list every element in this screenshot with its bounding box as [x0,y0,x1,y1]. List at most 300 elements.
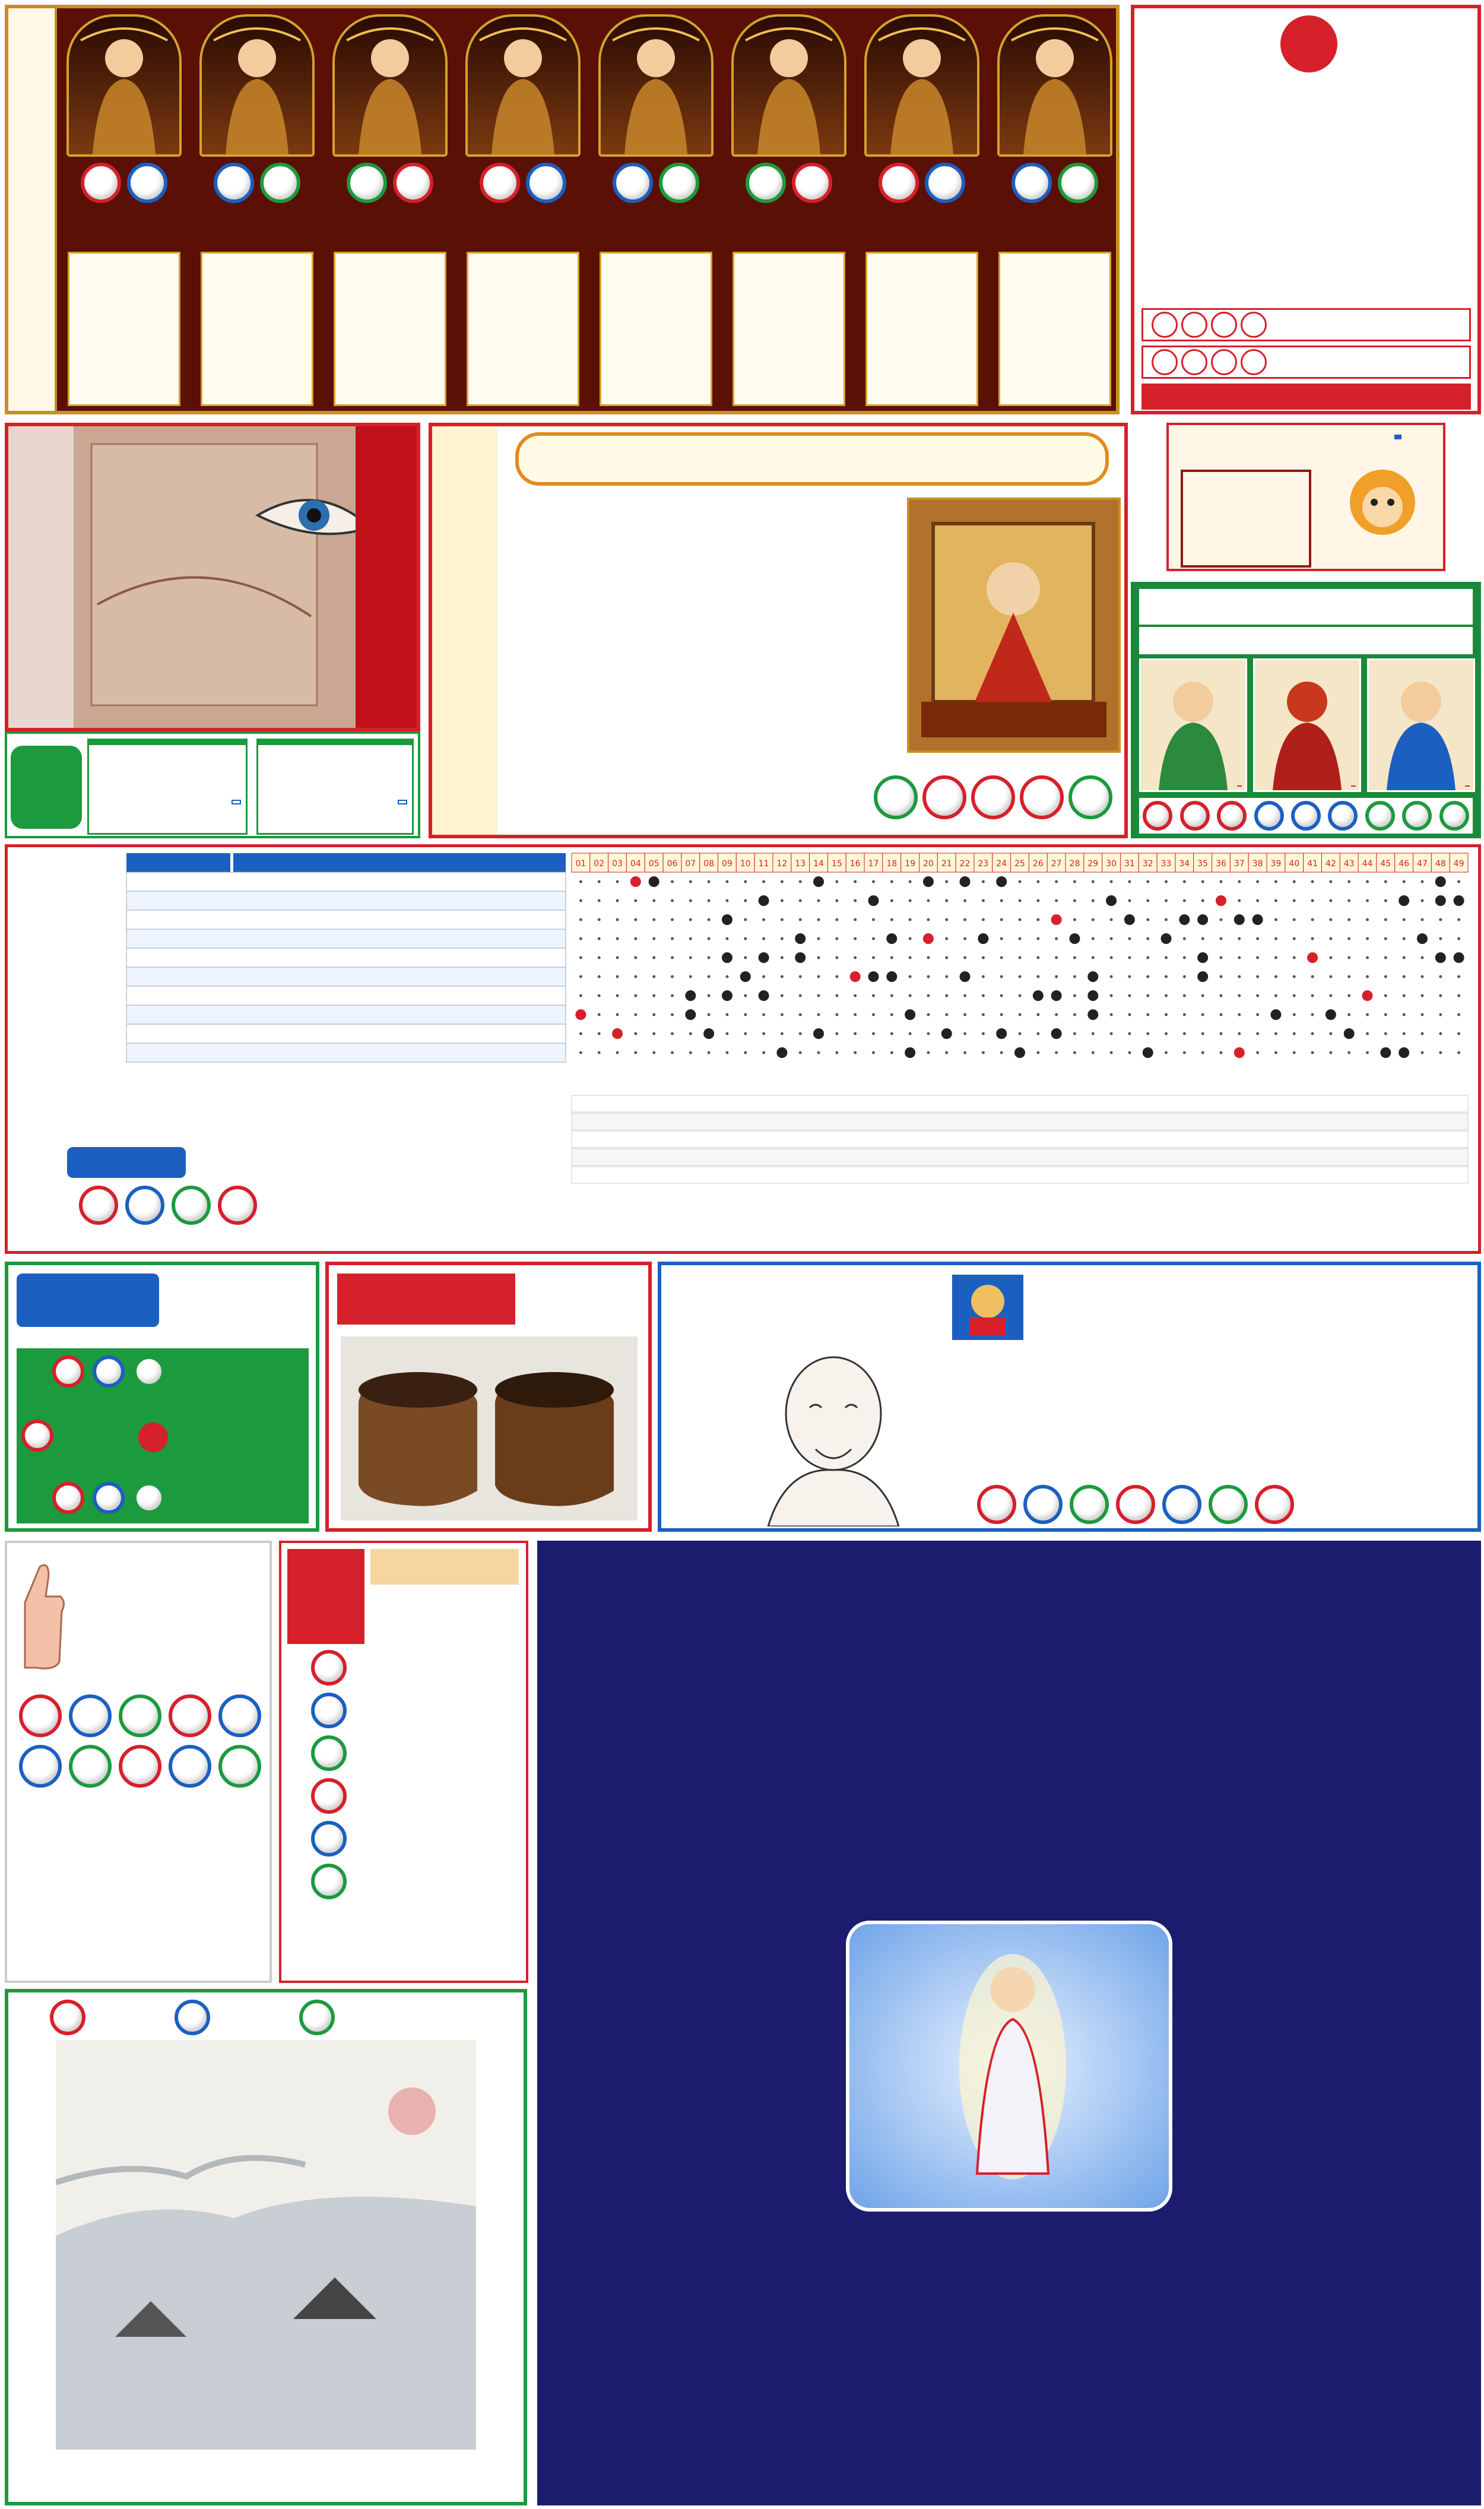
number-ball [1217,801,1247,831]
thumbs-up-icon [13,1555,66,1674]
grid-dot [1000,975,1003,978]
grid-dot [1293,994,1296,997]
grid-dot [634,1051,637,1054]
grid-dot [854,918,857,921]
hit-marker [630,876,641,887]
lot-title [287,1549,364,1644]
grid-dot [799,994,802,997]
fortune-row-5 [1141,346,1471,379]
grid-dot [634,899,637,902]
grid-dot [1403,937,1406,940]
grid-dot [1110,1013,1113,1016]
grid-dot [1146,956,1149,959]
hit-marker [1234,1047,1245,1058]
number-ball [613,163,653,203]
number-ball [311,1864,347,1899]
grid-dot [909,937,912,940]
grid-dot [598,918,601,921]
grid-dot [1311,1051,1314,1054]
hit-marker [722,990,733,1001]
number-ball [175,2000,210,2035]
grid-dot [835,1051,838,1054]
treasure-top [50,2000,477,2035]
grid-dot [1366,918,1369,921]
grid-dot [1165,899,1168,902]
hit-marker [868,971,879,982]
grid-dot [1403,918,1406,921]
trend-table-section [5,844,1481,1254]
code-number [1152,349,1178,375]
grid-dot [1347,937,1350,940]
shrine-illustration [909,500,1118,750]
lot-banner [370,1549,519,1585]
grid-dot [652,994,655,997]
soccer-match-2 [256,739,414,835]
number-ball [879,163,919,203]
number-ball [133,1482,165,1514]
table-row [126,948,566,967]
grid-dot [1366,1032,1369,1035]
table-row [126,910,566,929]
grid-dot [579,1051,582,1054]
grid-dot [927,1051,930,1054]
grid-dot [927,1032,930,1035]
hit-marker [1087,1009,1098,1020]
grid-dot [872,880,875,883]
grid-dot [1457,1013,1460,1016]
number-ball [922,775,966,819]
grid-dot [1000,937,1003,940]
grid-dot [1128,1032,1131,1035]
summary-row [572,1131,1468,1148]
fortune-row-3 [1141,308,1471,341]
grid-dot [817,956,820,959]
grid-dot [872,1013,875,1016]
hit-marker [1051,990,1062,1001]
immortal-figure [867,17,977,154]
grid-dot [781,1013,784,1016]
grid-dot [634,1032,637,1035]
grid-dot [1019,1032,1022,1035]
grid-dot [1457,880,1460,883]
grid-dot [1293,956,1296,959]
hit-marker [996,876,1007,887]
number-ball [93,1482,125,1514]
grid-dot [744,1051,747,1054]
grid-header-number: 39 [1270,859,1282,869]
grid-dot [1256,1013,1259,1016]
grid-dot [725,1013,728,1016]
grid-dot [1293,1051,1296,1054]
number-ball [172,1186,211,1225]
grid-dot [835,956,838,959]
grid-dot [1403,880,1406,883]
grid-dot [945,899,948,902]
grid-dot [781,1032,784,1035]
hit-marker [1179,914,1190,925]
hit-marker [1069,933,1080,944]
summary-row [572,1167,1468,1183]
number-ball [311,1821,347,1857]
number-ball [119,1694,161,1737]
grid-dot [1110,975,1113,978]
grid-header-number: 20 [923,859,934,869]
grid-dot [781,918,784,921]
tema-top-numbers [52,1355,165,1387]
grid-dot [1219,1013,1222,1016]
code-number [1241,312,1267,338]
number-ball [1143,801,1172,831]
grid-dot [1000,1013,1003,1016]
grid-dot [963,1051,966,1054]
grid-dot [1219,1051,1222,1054]
hit-marker [685,990,696,1001]
hit-marker [649,876,659,887]
grid-dot [1055,880,1058,883]
hit-marker [759,990,769,1001]
grid-header-number: 15 [831,859,842,869]
immortal-poem [600,252,712,406]
grid-dot [1165,956,1168,959]
grid-dot [616,994,619,997]
grid-dot [762,880,765,883]
grid-dot [634,918,637,921]
grid-dot [1110,937,1113,940]
hit-marker [960,876,971,887]
grid-dot [1219,975,1222,978]
immortal-panel [860,14,984,412]
table-row [126,967,566,986]
grid-header-number: 05 [648,859,659,869]
verse-text [1227,1402,1352,1442]
grid-header-number: 37 [1234,859,1245,869]
grid-dot [1311,937,1314,940]
grid-header-number: 08 [703,859,715,869]
grid-dot [708,956,711,959]
number-ball [659,163,699,203]
grid-dot [1366,1051,1369,1054]
grid-dot [1036,1032,1039,1035]
fortune-header [1134,8,1477,80]
grid-dot [1347,918,1350,921]
grid-header-number: 47 [1417,859,1428,869]
hit-marker [1454,895,1464,906]
immortal-portrait [465,14,581,157]
table-row [126,891,566,910]
grid-dot [725,975,728,978]
number-ball [1068,775,1112,819]
grid-dot [1457,1032,1460,1035]
grid-dot [652,1032,655,1035]
grid-dot [1420,975,1423,978]
hit-marker [1087,990,1098,1001]
grid-dot [1420,1051,1423,1054]
immortal-numbers [860,163,984,203]
grid-dot [945,1013,948,1016]
grid-dot [1311,918,1314,921]
grid-dot [890,1013,893,1016]
grid-dot [835,937,838,940]
grid-dot [854,880,857,883]
grid-dot [1055,1013,1058,1016]
grid-header-number: 29 [1087,859,1099,869]
grid-dot [689,1051,692,1054]
grid-dot [890,1032,893,1035]
grid-dot [744,1032,747,1035]
hit-marker [722,914,733,925]
table-row [126,1024,566,1043]
grid-dot [598,975,601,978]
grid-dot [835,1032,838,1035]
grid-dot [1256,956,1259,959]
grid-dot [945,918,948,921]
grid-dot [598,1051,601,1054]
grid-dot [799,1013,802,1016]
grid-dot [1219,918,1222,921]
hit-marker [813,1028,824,1039]
grid-dot [1457,918,1460,921]
hit-marker [1307,952,1318,963]
grid-dot [781,880,784,883]
immortal-numbers [727,163,851,203]
grid-dot [1146,994,1149,997]
grid-dot [854,994,857,997]
grid-dot [762,1051,765,1054]
grid-dot [1293,937,1296,940]
hit-marker [1106,895,1117,906]
grid-dot [982,918,985,921]
grid-dot [1366,1013,1369,1016]
grid-dot [890,956,893,959]
grid-dot [927,956,930,959]
grid-dot [982,1032,985,1035]
grid-header-number: 27 [1051,859,1062,869]
grid-dot [1092,918,1095,921]
grid-dot [1036,880,1039,883]
verse-text [1227,1445,1352,1485]
grid-header-number: 30 [1106,859,1117,869]
grid-dot [1183,956,1186,959]
grid-dot [1092,880,1095,883]
grid-dot [579,899,582,902]
grid-dot [616,956,619,959]
grid-header-number: 48 [1435,859,1446,869]
hit-marker [1014,1047,1025,1058]
grid-dot [1420,1032,1423,1035]
hit-marker [759,952,769,963]
hit-marker [722,952,733,963]
grid-header-number: 33 [1160,859,1172,869]
grid-dot [1439,994,1442,997]
grid-dot [598,956,601,959]
grid-header-number: 36 [1216,859,1226,869]
grid-dot [945,994,948,997]
grid-dot [835,880,838,883]
grid-dot [598,994,601,997]
grid-dot [1329,880,1332,883]
number-ball [260,163,300,203]
grid-header-number: 38 [1252,859,1263,869]
immortal-poem [334,252,446,406]
hit-marker [795,933,806,944]
grid-dot [817,975,820,978]
number-ball [792,163,832,203]
immortal-panel [992,14,1117,412]
grid-dot [744,918,747,921]
grid-dot [1110,994,1113,997]
number-ball [125,1186,164,1225]
grid-dot [1256,975,1259,978]
grid-dot [1183,1032,1186,1035]
number-ball [1058,163,1098,203]
grid-dot [1165,880,1168,883]
table-row [126,1005,566,1024]
tema-bottom-numbers [52,1482,165,1514]
grid-dot [1055,956,1058,959]
shrine-image [907,498,1121,753]
grid-dot [1201,1051,1204,1054]
grid-dot [1128,1013,1131,1016]
grid-dot [652,1013,655,1016]
code-number [1241,349,1267,375]
grid-dot [762,1013,765,1016]
hit-marker [960,971,971,982]
grid-dot [1146,880,1149,883]
hit-marker [575,1009,586,1020]
grid-dot [817,1051,820,1054]
grid-dot [1036,1051,1039,1054]
immortal-portrait [332,14,448,157]
immortal-numbers [992,163,1117,203]
grid-dot [927,1013,930,1016]
smart-combo-section [5,1541,272,1983]
immortal-panel [594,14,718,412]
buddha-icon [952,1275,1023,1340]
article-signature-numbers [869,775,1112,819]
grid-header-number: 18 [886,859,898,869]
number-ball [52,1482,84,1514]
grid-dot [1420,956,1423,959]
grid-header-number: 07 [685,859,696,869]
grid-header-number: 41 [1307,859,1318,869]
grid-dot [1420,994,1423,997]
number-ball [1365,801,1395,831]
zen-numbers [970,1485,1294,1524]
grid-dot [1256,880,1259,883]
grid-dot [671,918,674,921]
grid-dot [927,918,930,921]
grid-header-number: 12 [776,859,788,869]
three-brothers-section [1131,582,1481,838]
immortal-panel [461,14,585,412]
grid-dot [1165,975,1168,978]
grid-dot [1347,1051,1350,1054]
grid-header-number: 21 [941,859,952,869]
number-ball [299,2000,335,2035]
grid-dot [1238,1013,1241,1016]
grid-header-number: 40 [1289,859,1300,869]
grid-dot [963,1013,966,1016]
monkey-badge [1394,435,1401,439]
grid-dot [725,1051,728,1054]
brother-portrait [1367,658,1475,792]
grid-dot [817,1013,820,1016]
hit-marker [1197,914,1208,925]
grid-dot [1055,937,1058,940]
summary-row [572,1149,1468,1165]
number-ball [79,1186,118,1225]
warrior-figure [1255,660,1359,790]
grid-dot [1073,918,1076,921]
immortal-numbers [62,163,186,203]
tema-center [138,1423,168,1452]
number-ball [1439,801,1469,831]
grid-dot [854,956,857,959]
grid-dot [1128,975,1131,978]
grid-dot [1183,994,1186,997]
number-ball [971,775,1015,819]
grid-dot [909,994,912,997]
grid-dot [872,1032,875,1035]
grid-dot [781,975,784,978]
grid-dot [616,1051,619,1054]
grid-dot [1293,1032,1296,1035]
hit-marker [978,933,988,944]
grid-dot [854,937,857,940]
grid-dot [1183,937,1186,940]
grid-header-number: 35 [1197,859,1209,869]
grid-dot [1256,899,1259,902]
verse-text [1356,1402,1481,1442]
number-ball [169,1745,211,1788]
grid-dot [1403,956,1406,959]
hit-marker [905,1009,915,1020]
verse-text [1356,1445,1481,1485]
grid-dot [1457,937,1460,940]
grid-dot [1201,937,1204,940]
grid-dot [1238,880,1241,883]
hit-marker [795,952,806,963]
grid-dot [671,899,674,902]
grid-dot [1165,1051,1168,1054]
grid-dot [1128,937,1131,940]
grid-dot [1110,918,1113,921]
grid-dot [1000,899,1003,902]
guanyin-center [846,1921,1172,2212]
grid-dot [1128,899,1131,902]
grid-dot [1293,975,1296,978]
grid-dot [762,937,765,940]
immortal-portrait [598,14,714,157]
grid-dot [1403,1013,1406,1016]
grid-dot [1055,1051,1058,1054]
grid-dot [1366,975,1369,978]
number-ball [19,1694,62,1737]
grid-header-number: 49 [1453,859,1464,869]
immortal-numbers [594,163,718,203]
grid-dot [1036,975,1039,978]
immortal-portrait [731,14,846,157]
grid-dot [963,994,966,997]
grid-dot [1110,880,1113,883]
grid-dot [634,975,637,978]
number-ball [1116,1485,1155,1524]
warrior-figure [1141,660,1245,790]
grid-dot [1146,937,1149,940]
hit-marker [1435,876,1446,887]
grid-dot [598,899,601,902]
hit-marker [1270,1009,1281,1020]
